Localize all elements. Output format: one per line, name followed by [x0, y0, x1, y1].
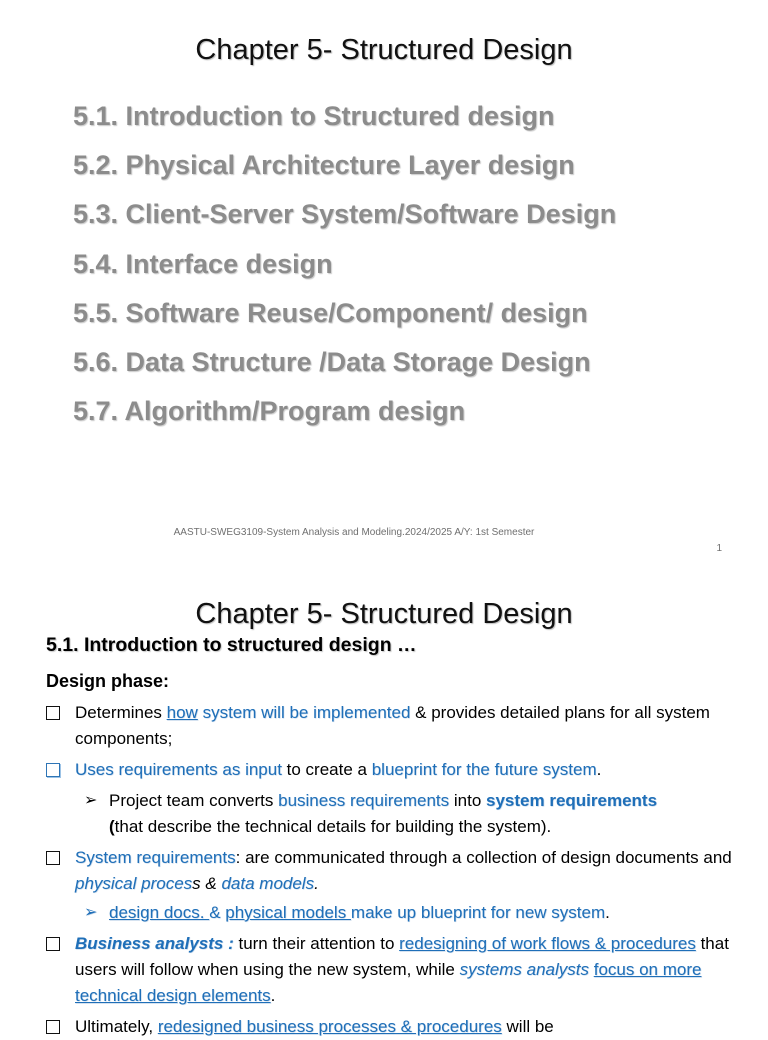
highlight-text: data models	[221, 874, 315, 893]
highlight-text: redesigning of work flows & procedures	[399, 934, 696, 953]
highlight-text: System requirements	[75, 848, 236, 867]
highlight-text: Business analysts :	[75, 934, 234, 953]
slide-separator	[0, 566, 768, 576]
slide-title: Chapter 5- Structured Design	[195, 34, 573, 66]
arrow-bullet-icon: ➢	[84, 904, 98, 921]
bullet-item	[46, 845, 746, 897]
bullet-item	[46, 931, 746, 1009]
highlight-text: redesigned business processes & procedures	[157, 1017, 502, 1036]
highlight-text: design docs.	[109, 903, 210, 922]
slide-2	[0, 576, 768, 1036]
bullet-item	[46, 1014, 746, 1040]
checkbox-bullet-icon	[46, 1020, 60, 1034]
highlight-text: blueprint	[420, 903, 487, 922]
sub-bullet-text: Project team converts business requirements into system requirements	[109, 791, 658, 810]
toc-item: 5.1. Introduction to Structured design	[73, 101, 555, 131]
highlight-text: system requirements	[486, 791, 658, 810]
highlight-text: Uses requirements as input	[75, 760, 282, 779]
toc-item: 5.6. Data Structure /Data Storage Design	[73, 346, 591, 377]
checkbox-bullet-icon	[46, 763, 60, 777]
highlight-text: business requirements	[278, 791, 450, 810]
sub-bullet-text: design docs. & physical models make up blueprint for new system.	[109, 903, 610, 922]
checkbox-bullet-icon	[46, 851, 60, 865]
section-heading: Design phase:	[46, 671, 170, 691]
bullet-text: Uses requirements as input to create a blueprint for the future system.	[75, 760, 602, 779]
bullet-item	[46, 757, 746, 783]
page-number: 1	[716, 543, 722, 554]
highlight-text: systems analysts	[459, 960, 589, 979]
highlight-text: how	[166, 703, 198, 722]
section-subtitle: 5.1. Introduction to structured design …	[46, 634, 417, 656]
slide-footer: AASTU-SWEG3109-System Analysis and Modeling.2024/2025 A/Y: 1st Semester	[173, 527, 535, 538]
sub-bullet-text: (that describe the technical details for building the system).	[109, 817, 552, 836]
bullet-text: System requirements: are communicated through a collection of design documents and physical process & data models.	[75, 848, 732, 893]
bullet-text: Ultimately, redesigned business processes & procedures will be	[75, 1017, 554, 1036]
bullet-text: Business analysts : turn their attention to redesigning of work flows & procedures that users will follow when using the new system, while systems analysts focus on more technical design elements.	[75, 934, 729, 1005]
arrow-bullet-icon: ➢	[84, 792, 98, 809]
highlight-text: blueprint for the future system	[371, 760, 597, 779]
highlight-text: system will be implemented	[202, 703, 411, 722]
toc-item: 5.7. Algorithm/Program design	[73, 396, 466, 427]
slide-title: Chapter 5- Structured Design	[195, 598, 573, 630]
toc-item: 5.4. Interface design	[73, 248, 333, 279]
toc-item: 5.2. Physical Architecture Layer design	[73, 150, 575, 181]
toc-item: 5.5. Software Reuse/Component/ design	[73, 297, 588, 328]
highlight-text: physical models	[225, 903, 351, 922]
highlight-text: physical proces	[75, 874, 193, 893]
bullet-item	[46, 700, 746, 752]
highlight-text: focus on more technical design elements	[75, 960, 702, 1005]
toc-item: 5.3. Client-Server System/Software Design	[73, 199, 617, 230]
checkbox-bullet-icon	[46, 937, 60, 951]
checkbox-bullet-icon	[46, 706, 60, 720]
bullet-text: Determines how system will be implemented & provides detailed plans for all system components;	[75, 703, 710, 748]
table-of-contents	[73, 93, 616, 437]
